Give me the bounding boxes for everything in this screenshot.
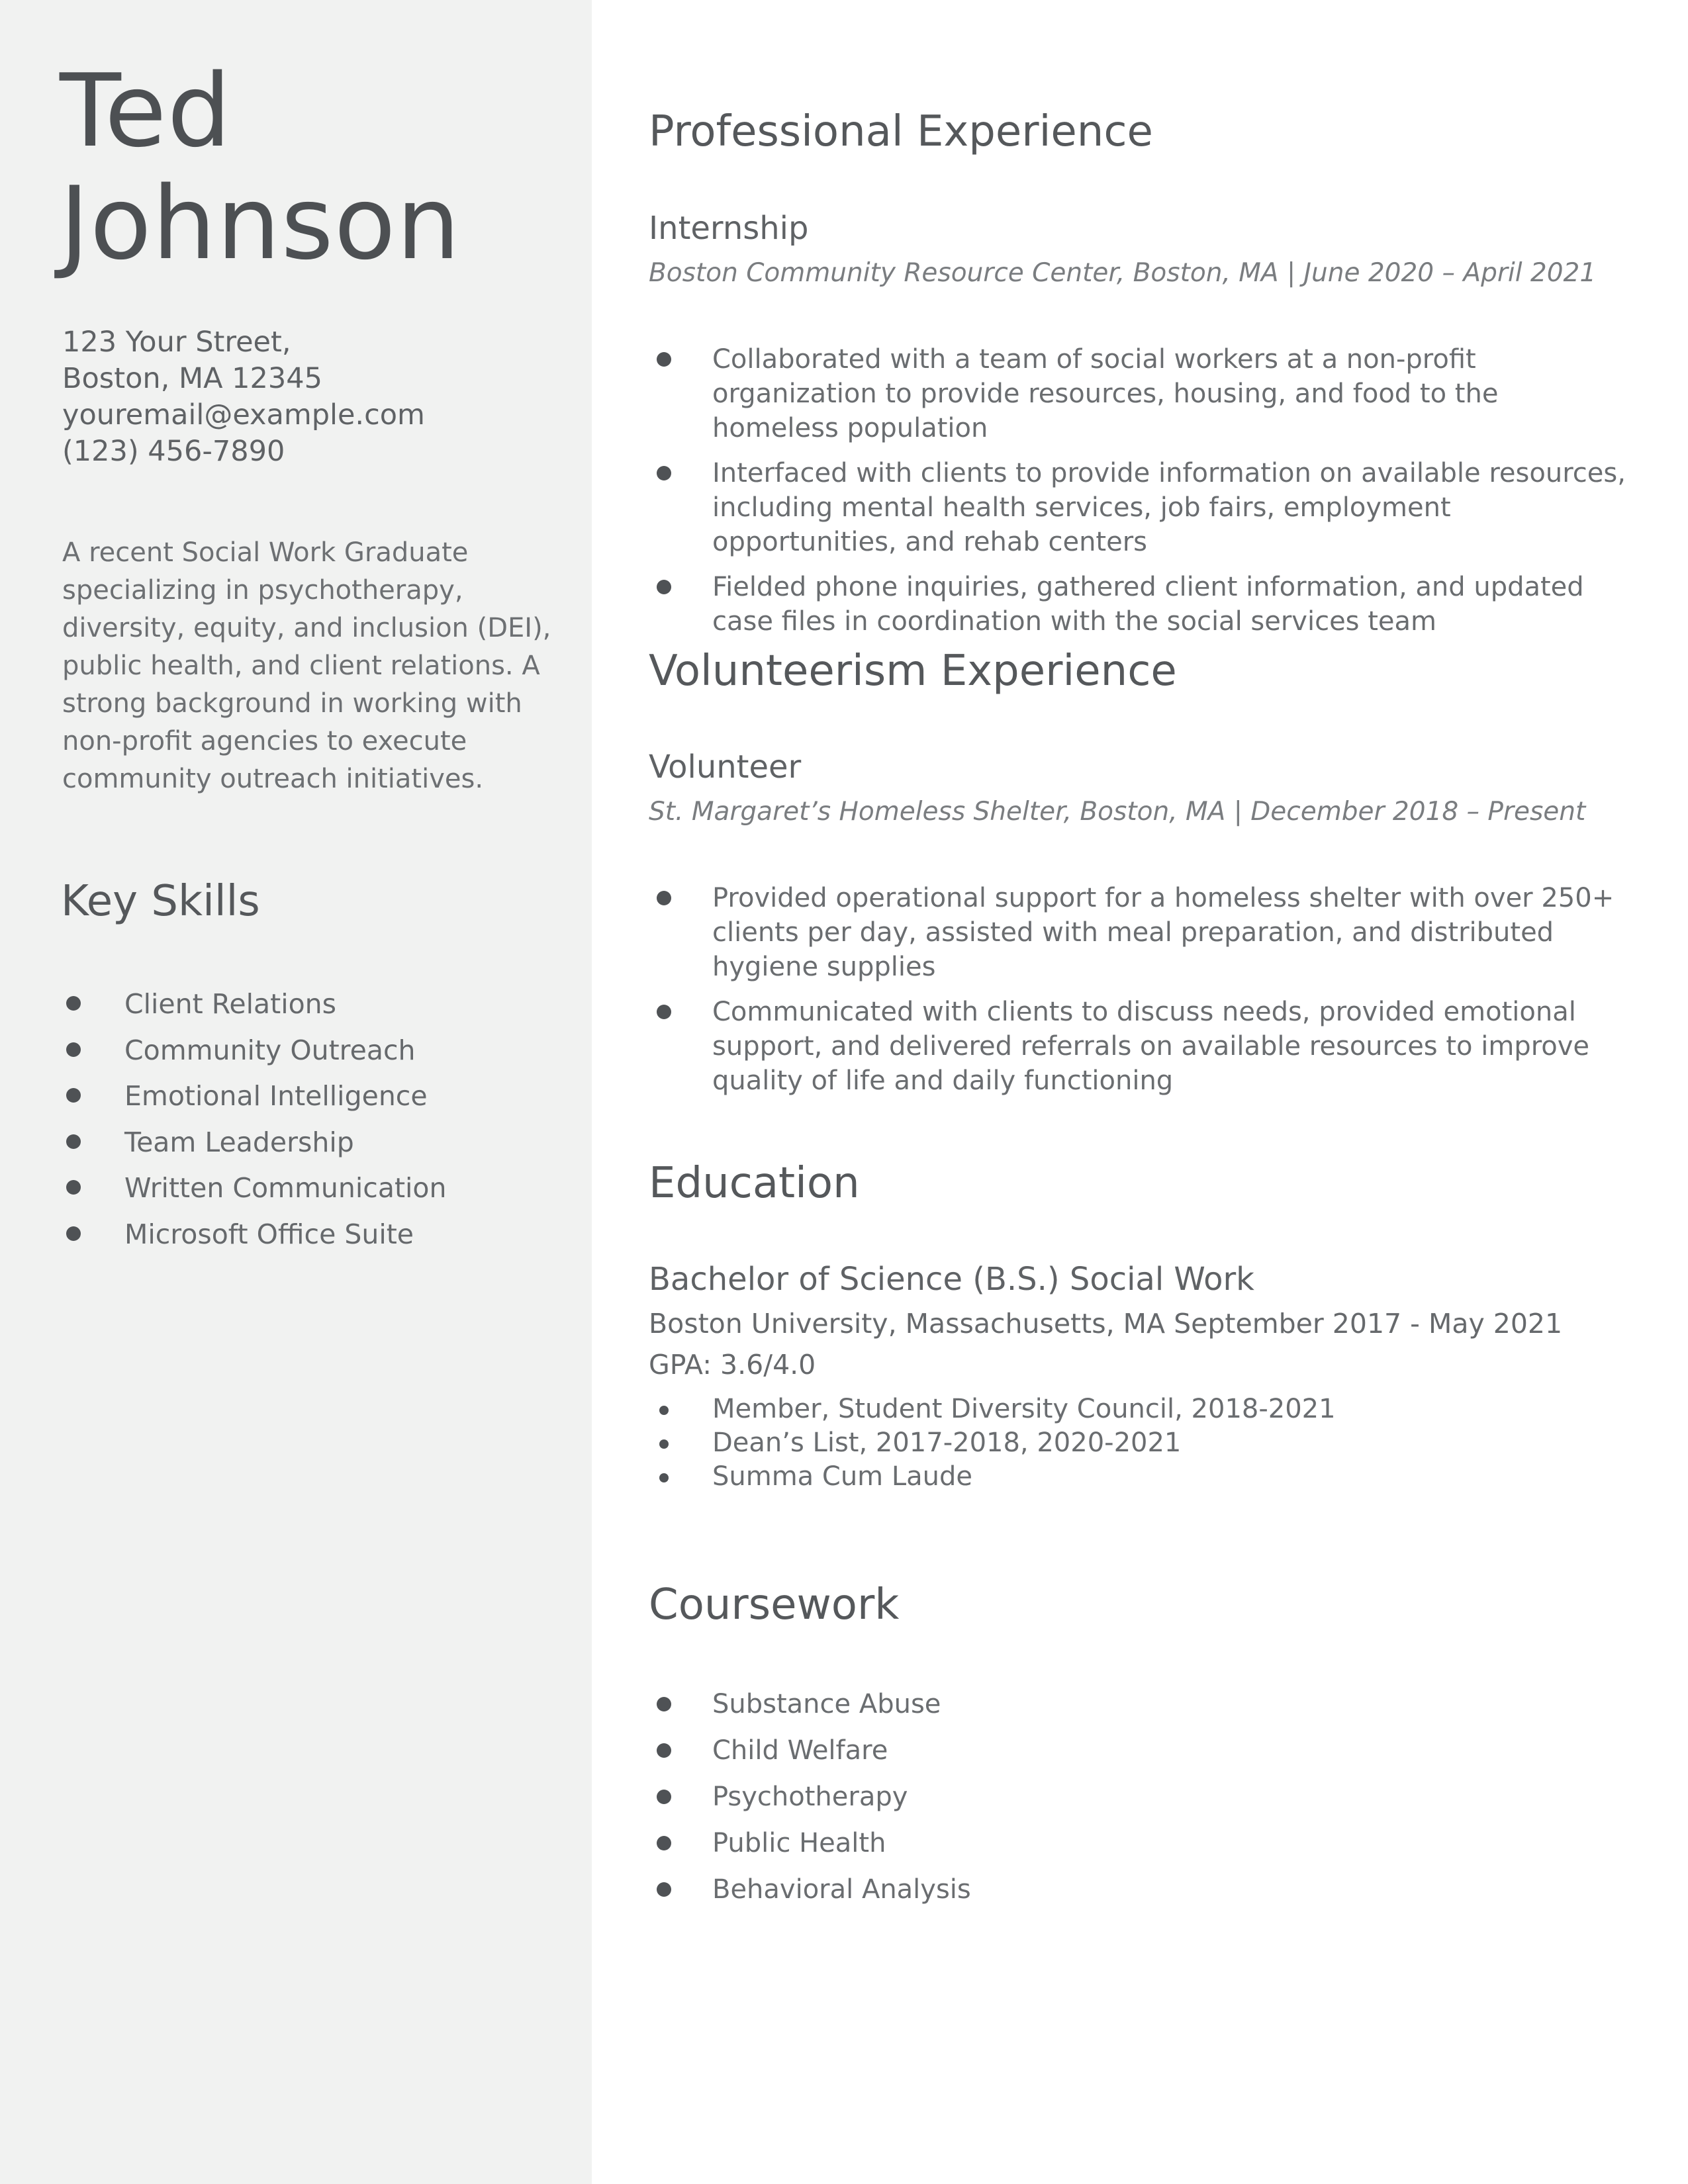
skill-label: Community Outreach xyxy=(124,1034,416,1066)
key-skills-list xyxy=(61,981,447,1257)
bullet-icon xyxy=(66,1180,81,1195)
bullet-icon xyxy=(657,580,671,594)
bullet-icon xyxy=(657,891,671,905)
coursework-item xyxy=(649,1727,1628,1774)
job-meta: Boston Community Resource Center, Boston, MA | June 2020 – April 2021 xyxy=(649,258,1597,288)
skill-label: Emotional Intelligence xyxy=(124,1080,428,1112)
contact-block xyxy=(62,324,425,470)
coursework-list xyxy=(649,1681,1628,1913)
skill-item xyxy=(61,1073,447,1119)
contact-city: Boston, MA 12345 xyxy=(62,362,322,395)
skill-item xyxy=(61,1027,447,1073)
bullet-icon xyxy=(657,1005,671,1019)
bullet-icon xyxy=(657,466,671,480)
skill-label: Written Communication xyxy=(124,1172,447,1204)
volunteer-bullets xyxy=(649,881,1628,1109)
education-bullet-text: Member, Student Diversity Council, 2018-2021 xyxy=(712,1394,1336,1424)
sidebar xyxy=(0,0,592,2184)
degree-title: Bachelor of Science (B.S.) Social Work xyxy=(649,1261,1254,1298)
bullet-icon xyxy=(659,1406,669,1415)
job-bullet-text: Fielded phone inquiries, gathered client information, and updated case files in coordination with the social services team xyxy=(712,572,1584,637)
skill-item xyxy=(61,1165,447,1211)
bullet-icon xyxy=(657,1790,671,1804)
education-bullet-text: Summa Cum Laude xyxy=(712,1461,973,1492)
volunteer-title: Volunteer xyxy=(649,749,802,786)
job-bullet xyxy=(649,456,1628,559)
volunteerism-heading: Volunteerism Experience xyxy=(649,647,1177,696)
coursework-label: Substance Abuse xyxy=(712,1689,941,1719)
name-first: Ted xyxy=(60,52,232,169)
contact-email: youremail@example.com xyxy=(62,398,425,432)
skill-label: Microsoft Office Suite xyxy=(124,1218,414,1250)
job-bullet-text: Collaborated with a team of social workers at a non-profit organization to provide resources, housing, and food to the homeless population xyxy=(712,344,1499,443)
gpa-line: GPA: 3.6/4.0 xyxy=(649,1349,816,1381)
bullet-icon xyxy=(659,1473,669,1482)
volunteer-bullet xyxy=(649,995,1628,1098)
job-bullet-text: Interfaced with clients to provide information on available resources, including mental health services, job fairs, employment opportunities, and rehab centers xyxy=(712,458,1626,557)
volunteer-meta: St. Margaret’s Homeless Shelter, Boston, MA | December 2018 – Present xyxy=(649,797,1586,827)
bullet-icon xyxy=(657,352,671,367)
job-bullet xyxy=(649,570,1628,639)
job-title: Internship xyxy=(649,210,809,247)
education-bullet xyxy=(649,1426,1628,1460)
name-last: Johnson xyxy=(60,165,461,282)
contact-street: 123 Your Street, xyxy=(62,326,291,359)
bullet-icon xyxy=(66,996,81,1011)
coursework-label: Psychotherapy xyxy=(712,1782,908,1812)
contact-phone: (123) 456-7890 xyxy=(62,435,285,468)
job-bullets xyxy=(649,342,1628,649)
coursework-item xyxy=(649,1820,1628,1866)
volunteer-bullet xyxy=(649,881,1628,984)
bullet-icon xyxy=(66,1088,81,1103)
coursework-label: Child Welfare xyxy=(712,1735,888,1766)
professional-experience-heading: Professional Experience xyxy=(649,107,1153,156)
bullet-icon xyxy=(657,1836,671,1850)
bullet-icon xyxy=(657,1743,671,1758)
school-line: Boston University, Massachusetts, MA September 2017 - May 2021 xyxy=(649,1308,1563,1340)
skill-label: Team Leadership xyxy=(124,1126,354,1158)
job-bullet xyxy=(649,342,1628,445)
coursework-label: Public Health xyxy=(712,1828,886,1858)
bullet-icon xyxy=(66,1226,81,1241)
bullet-icon xyxy=(66,1134,81,1149)
key-skills-heading: Key Skills xyxy=(61,877,260,926)
coursework-item xyxy=(649,1866,1628,1913)
skill-item xyxy=(61,1211,447,1257)
skill-item xyxy=(61,1119,447,1165)
education-bullet xyxy=(649,1392,1628,1426)
skill-label: Client Relations xyxy=(124,988,337,1020)
skill-item xyxy=(61,981,447,1027)
volunteer-bullet-text: Provided operational support for a homeless shelter with over 250+ clients per day, assisted with meal preparation, and distributed hygiene supplies xyxy=(712,883,1615,982)
coursework-heading: Coursework xyxy=(649,1580,900,1629)
bullet-icon xyxy=(657,1697,671,1711)
volunteer-bullet-text: Communicated with clients to discuss needs, provided emotional support, and delivered referrals on available resources to improve quality of life and daily functioning xyxy=(712,997,1590,1096)
bullet-icon xyxy=(659,1439,669,1449)
summary-text: A recent Social Work Graduate specializing in psychotherapy, diversity, equity, and inclusion (DEI), public health, and client relations. A strong background in working with non-profit agencies to execute community outreach initiatives. xyxy=(62,537,551,794)
bullet-icon xyxy=(657,1882,671,1897)
education-bullet-text: Dean’s List, 2017-2018, 2020-2021 xyxy=(712,1428,1182,1458)
education-heading: Education xyxy=(649,1159,860,1208)
coursework-item xyxy=(649,1681,1628,1727)
education-bullets xyxy=(649,1392,1628,1494)
coursework-item xyxy=(649,1774,1628,1820)
bullet-icon xyxy=(66,1042,81,1057)
coursework-label: Behavioral Analysis xyxy=(712,1874,971,1905)
education-bullet xyxy=(649,1460,1628,1494)
